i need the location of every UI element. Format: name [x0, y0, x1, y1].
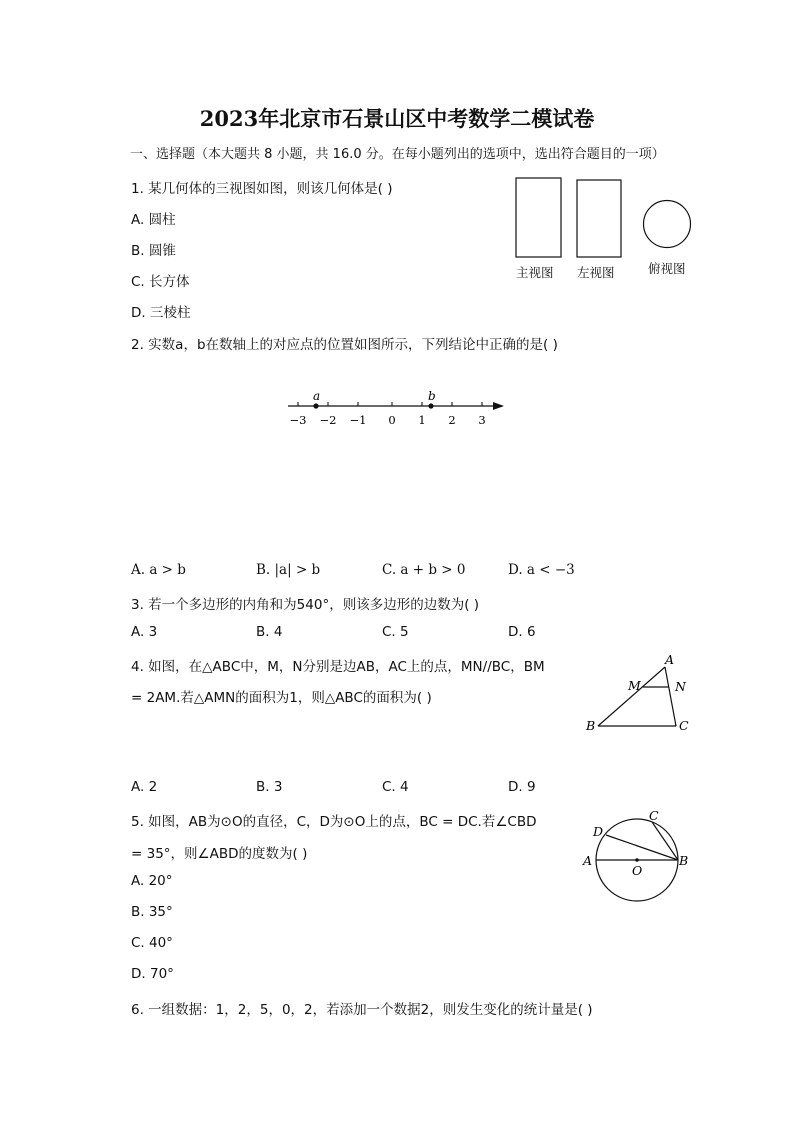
front-view-rect: [516, 178, 561, 257]
question-5-option-d: D. 70°: [131, 966, 174, 982]
question-1-option-d: D. 三棱柱: [131, 305, 191, 321]
chord-bc: [652, 822, 678, 860]
tick-label: −2: [319, 413, 337, 427]
chord-bd: [606, 835, 678, 860]
top-view-label: 俯视图: [648, 261, 686, 276]
question-4-stem-line-1: 4. 如图，在△ABC中，M，N分别是边AB，AC上的点，MN//BC，BM: [131, 659, 545, 675]
question-4-option-b: B. 3: [256, 779, 283, 795]
question-2-option-d: D. a < −3: [508, 562, 575, 578]
question-2-option-b: B. |a| > b: [256, 562, 321, 578]
point-a-label: a: [313, 389, 321, 403]
point-m-label: M: [628, 678, 641, 693]
triangle-figure: [583, 650, 698, 735]
side-view-rect: [577, 180, 621, 257]
question-1-option-c: C. 长方体: [131, 274, 190, 290]
question-2-option-a: A. a > b: [131, 562, 186, 578]
point-a-dot: [313, 403, 318, 408]
circle-figure: [580, 806, 695, 906]
tick-label: −1: [349, 413, 367, 427]
question-4-option-c: C. 4: [382, 779, 409, 795]
question-3-option-b: B. 4: [256, 624, 283, 640]
point-b-label: b: [428, 389, 436, 403]
point-a-label: A: [583, 853, 593, 868]
question-1-option-b: B. 圆锥: [131, 243, 176, 259]
point-n-label: N: [675, 679, 686, 694]
question-1-option-a: A. 圆柱: [131, 212, 176, 228]
question-3-option-d: D. 6: [508, 624, 536, 640]
point-b-label: B: [679, 853, 689, 868]
question-5-option-a: A. 20°: [131, 873, 173, 889]
center-o-dot: [635, 858, 639, 862]
tick-label: −3: [289, 413, 307, 427]
question-2-stem: 2. 实数a，b在数轴上的对应点的位置如图所示，下列结论中正确的是( ): [131, 337, 558, 353]
question-3-option-a: A. 3: [131, 624, 158, 640]
tick-label: 1: [418, 413, 426, 427]
question-6-stem: 6. 一组数据：1，2，5，0，2，若添加一个数据2，则发生变化的统计量是( ): [131, 1002, 593, 1018]
point-b-dot: [428, 403, 433, 408]
section-heading: 一、选择题（本大题共 8 小题，共 16.0 分。在每小题列出的选项中，选出符合题目的一项）: [130, 147, 665, 162]
vertex-b-label: B: [586, 718, 596, 733]
question-5-stem-line-1: 5. 如图，AB为⊙O的直径，C，D为⊙O上的点，BC = DC.若∠CBD: [131, 814, 537, 830]
point-d-label: D: [593, 824, 604, 839]
tick-label: 0: [388, 413, 396, 427]
question-4-option-a: A. 2: [131, 779, 158, 795]
question-5-stem-line-2: = 35°，则∠ABD的度数为( ): [131, 846, 308, 862]
center-o-label: O: [632, 863, 643, 878]
top-view-circle: [644, 201, 691, 248]
question-2-option-c: C. a + b > 0: [382, 562, 466, 578]
question-4-stem-line-2: = 2AM.若△AMN的面积为1，则△ABC的面积为( ): [131, 690, 432, 706]
number-line-arrow: [493, 402, 504, 410]
question-5-option-b: B. 35°: [131, 904, 173, 920]
question-4-option-d: D. 9: [508, 779, 536, 795]
segment-ab: [598, 667, 665, 726]
question-3-option-c: C. 5: [382, 624, 409, 640]
tick-label: 2: [448, 413, 456, 427]
vertex-c-label: C: [679, 718, 689, 733]
tick-label: 3: [478, 413, 486, 427]
point-c-label: C: [649, 808, 659, 823]
front-view-label: 主视图: [516, 265, 554, 280]
number-line-figure: [280, 384, 515, 434]
question-3-stem: 3. 若一个多边形的内角和为540°，则该多边形的边数为( ): [131, 597, 480, 613]
page-title: 2023年北京市石景山区中考数学二模试卷: [199, 106, 595, 131]
segment-ac: [665, 667, 676, 726]
side-view-label: 左视图: [577, 265, 615, 280]
question-5-option-c: C. 40°: [131, 935, 173, 951]
question-1-stem: 1. 某几何体的三视图如图，则该几何体是( ): [131, 181, 393, 197]
vertex-a-label: A: [665, 652, 675, 667]
